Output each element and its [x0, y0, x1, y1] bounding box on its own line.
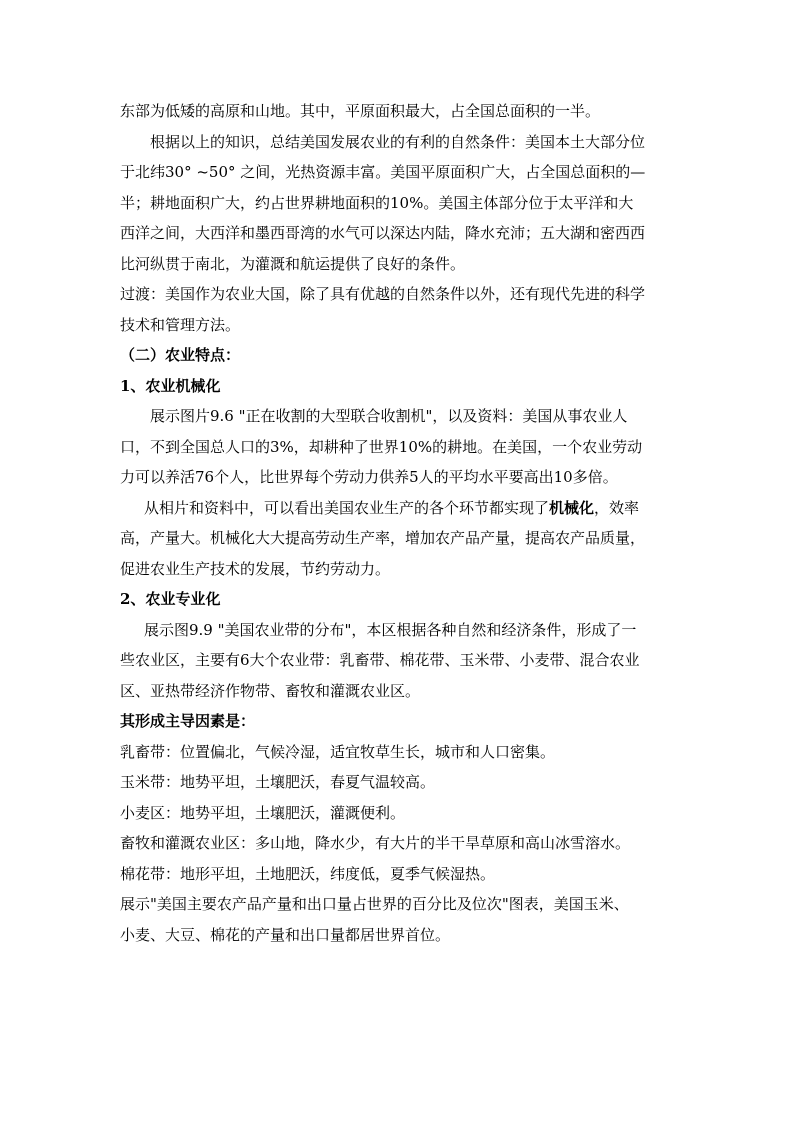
list-item: 畜牧和灌溉农业区：多山地，降水少，有大片的半干旱草原和高山冰雪溶水。 [120, 834, 631, 852]
paragraph-line: 西洋之间，大西洋和墨西哥湾的水气可以深达内陆，降水充沛；五大湖和密西西 [120, 224, 646, 242]
paragraph-line: 高，产量大。机械化大大提高劳动生产率，增加农产品产量，提高农产品质量， [120, 529, 646, 547]
paragraph-line: 根据以上的知识，总结美国发展农业的有利的自然条件：美国本土大部分位 [150, 132, 646, 151]
list-item: 乳畜带：位置偏北，气候冷湿，适宜牧草生长，城市和人口密集。 [120, 742, 556, 761]
paragraph-line: 促进农业生产技术的发展，节约劳动力。 [120, 559, 391, 578]
paragraph-line: 半；耕地面积广大，约占世界耕地面积的10%。美国主体部分位于太平洋和大 [120, 193, 634, 212]
paragraph-line: 展示图片9.6 "正在收割的大型联合收割机"，以及资料：美国从事农业人 [150, 407, 628, 425]
subsection-heading: 1、农业机械化 [120, 376, 221, 395]
subsection-heading: 2、农业专业化 [120, 590, 221, 608]
document-page [120, 96, 682, 950]
paragraph-line: 些农业区，主要有6大个农业带：乳畜带、棉花带、玉米带、小麦带、混合农业 [120, 651, 640, 669]
paragraph-line [120, 493, 682, 524]
section-heading: （二）农业特点： [120, 346, 241, 364]
paragraph-line: 过渡：美国作为农业大国，除了具有优越的自然条件以外，还有现代先进的科学 [120, 285, 646, 303]
emphasis-text: 机械化 [549, 498, 595, 517]
paragraph-line: 技术和管理方法。 [120, 315, 241, 334]
paragraph-line: 展示"美国主要农产品产量和出口量占世界的百分比及位次"图表，美国玉米、 [120, 895, 629, 913]
paragraph-line: 力可以养活76个人，比世界每个劳动力供养5人的平均水平要高出10多倍。 [120, 468, 618, 486]
list-item: 棉花带：地形平坦，土地肥沃，纬度低，夏季气候湿热。 [120, 864, 496, 883]
paragraph-line: 展示图9.9 "美国农业带的分布"，本区根据各种自然和经济条件，形成了一 [144, 620, 637, 639]
list-item: 玉米带：地势平坦，土壤肥沃，春夏气温较高。 [120, 773, 436, 791]
paragraph-line: 区、亚热带经济作物带、畜牧和灌溉农业区。 [120, 681, 421, 700]
text-span: 从相片和资料中，可以看出美国农业生产的各个环节都实现了 [144, 498, 550, 517]
paragraph-line: 东部为低矮的高原和山地。其中，平原面积最大，占全国总面积的一半。 [120, 102, 601, 120]
paragraph-line: 口，不到全国总人口的3%，却耕种了世界10%的耕地。在美国，一个农业劳动 [120, 437, 643, 456]
text-span: ，效率 [594, 498, 640, 517]
paragraph-line: 小麦、大豆、棉花的产量和出口量都居世界首位。 [120, 925, 451, 944]
list-item: 小麦区：地势平坦，土壤肥沃，灌溉便利。 [120, 803, 406, 822]
paragraph-line: 于北纬30° ~50° 之间，光热资源丰富。美国平原面积广大，占全国总面积的— [120, 163, 646, 181]
bold-label: 其形成主导因素是： [120, 712, 256, 730]
paragraph-line: 比河纵贯于南北，为灌溉和航运提供了良好的条件。 [120, 254, 466, 273]
